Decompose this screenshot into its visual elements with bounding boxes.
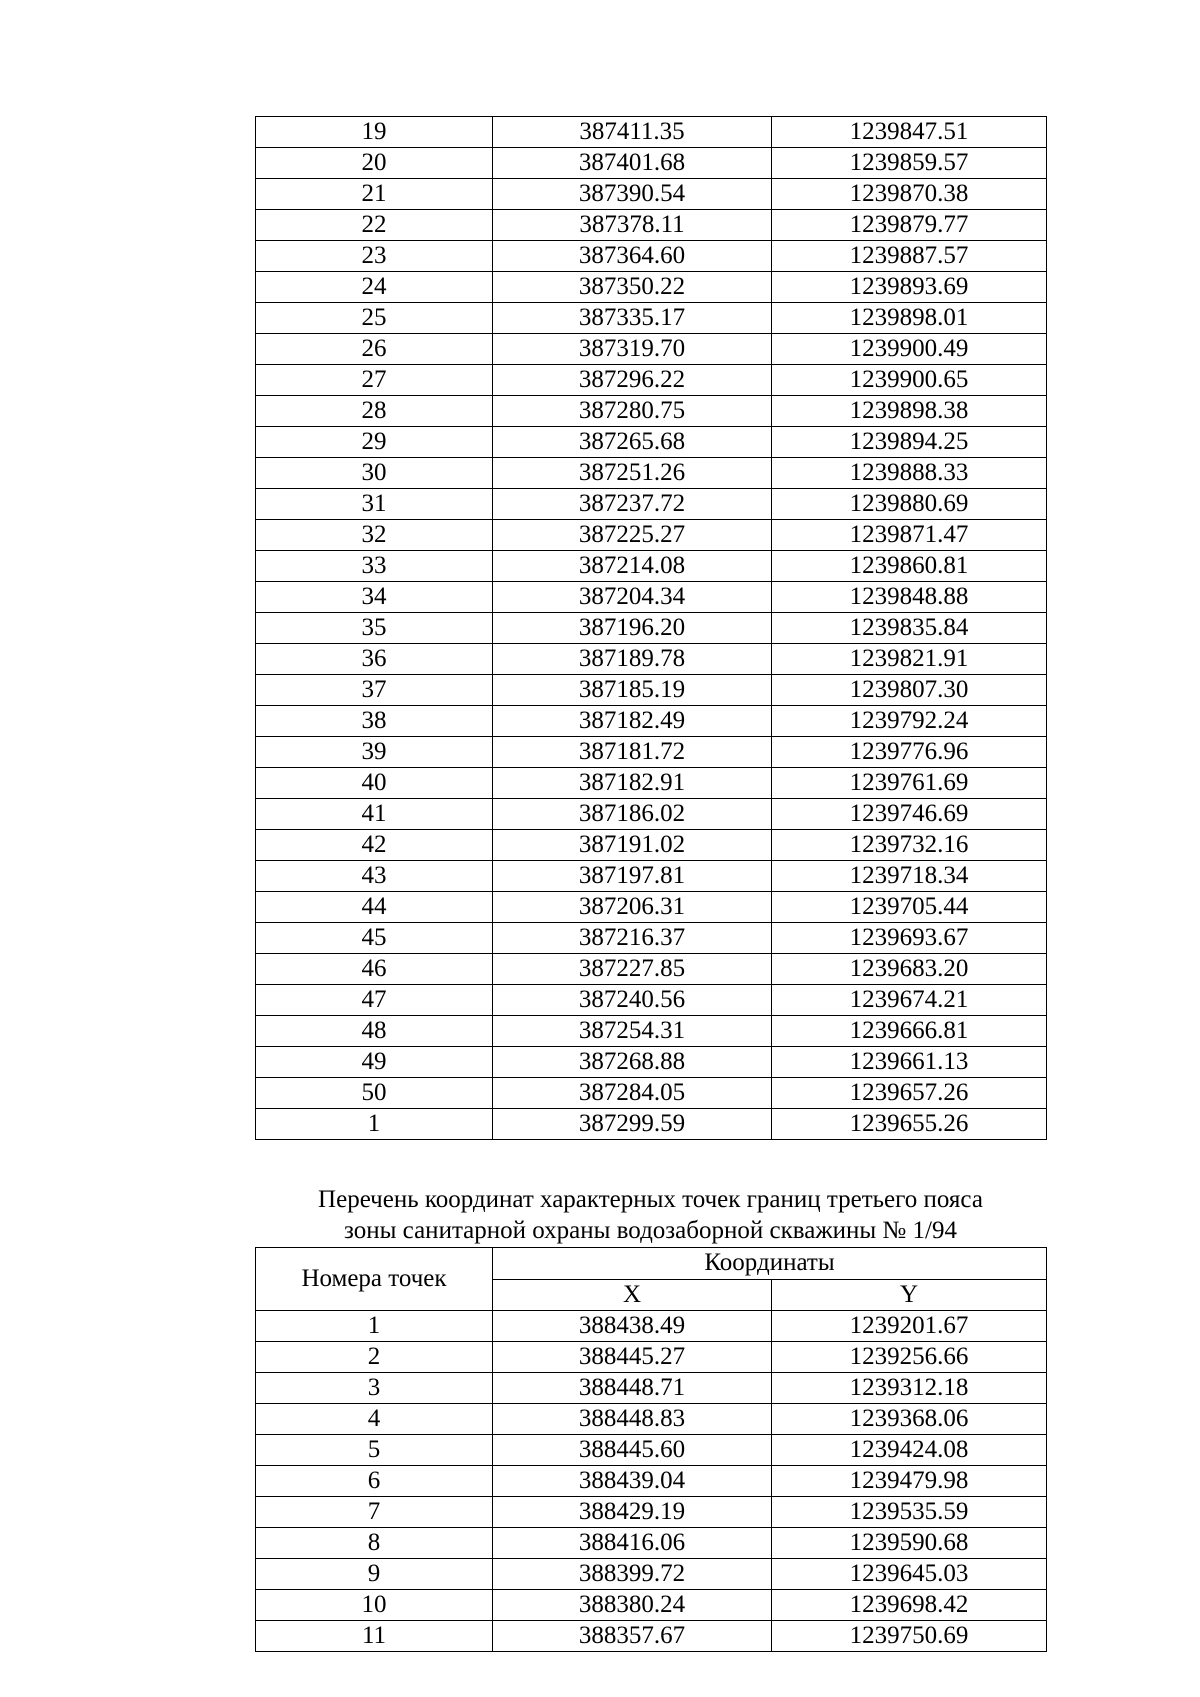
cell-y: 1239880.69 bbox=[772, 489, 1047, 520]
coordinates-table-continued bbox=[255, 116, 1047, 1140]
cell-point-number: 5 bbox=[256, 1435, 493, 1466]
cell-x: 387240.56 bbox=[493, 985, 772, 1016]
table-row bbox=[256, 768, 1047, 799]
table-row bbox=[256, 241, 1047, 272]
cell-x: 387197.81 bbox=[493, 861, 772, 892]
cell-point-number: 41 bbox=[256, 799, 493, 830]
cell-x: 388445.60 bbox=[493, 1435, 772, 1466]
cell-x: 387319.70 bbox=[493, 334, 772, 365]
table-row bbox=[256, 1311, 1047, 1342]
cell-x: 387237.72 bbox=[493, 489, 772, 520]
cell-x: 387254.31 bbox=[493, 1016, 772, 1047]
cell-x: 387401.68 bbox=[493, 148, 772, 179]
cell-y: 1239761.69 bbox=[772, 768, 1047, 799]
cell-x: 388357.67 bbox=[493, 1621, 772, 1652]
cell-y: 1239888.33 bbox=[772, 458, 1047, 489]
cell-y: 1239201.67 bbox=[772, 1311, 1047, 1342]
table-row bbox=[256, 1342, 1047, 1373]
cell-y: 1239821.91 bbox=[772, 644, 1047, 675]
cell-x: 388429.19 bbox=[493, 1497, 772, 1528]
cell-point-number: 23 bbox=[256, 241, 493, 272]
table-row bbox=[256, 1404, 1047, 1435]
cell-x: 387335.17 bbox=[493, 303, 772, 334]
cell-x: 387191.02 bbox=[493, 830, 772, 861]
cell-y: 1239859.57 bbox=[772, 148, 1047, 179]
table-row bbox=[256, 489, 1047, 520]
table-row bbox=[256, 334, 1047, 365]
cell-x: 387189.78 bbox=[493, 644, 772, 675]
cell-x: 387186.02 bbox=[493, 799, 772, 830]
cell-x: 387299.59 bbox=[493, 1109, 772, 1140]
cell-x: 387251.26 bbox=[493, 458, 772, 489]
table-header bbox=[256, 1248, 1047, 1311]
cell-y: 1239683.20 bbox=[772, 954, 1047, 985]
table-row bbox=[256, 1466, 1047, 1497]
table-row bbox=[256, 117, 1047, 148]
cell-x: 387390.54 bbox=[493, 179, 772, 210]
table-row bbox=[256, 179, 1047, 210]
coordinates-table-body bbox=[256, 117, 1047, 1140]
cell-y: 1239256.66 bbox=[772, 1342, 1047, 1373]
cell-y: 1239368.06 bbox=[772, 1404, 1047, 1435]
cell-x: 388380.24 bbox=[493, 1590, 772, 1621]
cell-y: 1239693.67 bbox=[772, 923, 1047, 954]
cell-point-number: 43 bbox=[256, 861, 493, 892]
cell-point-number: 4 bbox=[256, 1404, 493, 1435]
cell-x: 387225.27 bbox=[493, 520, 772, 551]
cell-point-number: 45 bbox=[256, 923, 493, 954]
cell-y: 1239792.24 bbox=[772, 706, 1047, 737]
cell-y: 1239645.03 bbox=[772, 1559, 1047, 1590]
cell-point-number: 42 bbox=[256, 830, 493, 861]
cell-x: 387364.60 bbox=[493, 241, 772, 272]
table-row bbox=[256, 1109, 1047, 1140]
table-row bbox=[256, 272, 1047, 303]
table-row bbox=[256, 365, 1047, 396]
cell-x: 387265.68 bbox=[493, 427, 772, 458]
cell-point-number: 44 bbox=[256, 892, 493, 923]
cell-point-number: 20 bbox=[256, 148, 493, 179]
cell-x: 387182.49 bbox=[493, 706, 772, 737]
table-row bbox=[256, 1435, 1047, 1466]
cell-x: 388399.72 bbox=[493, 1559, 772, 1590]
cell-x: 387185.19 bbox=[493, 675, 772, 706]
cell-point-number: 22 bbox=[256, 210, 493, 241]
table-row bbox=[256, 985, 1047, 1016]
cell-y: 1239590.68 bbox=[772, 1528, 1047, 1559]
table-header-row bbox=[256, 1248, 1047, 1280]
cell-point-number: 7 bbox=[256, 1497, 493, 1528]
cell-point-number: 32 bbox=[256, 520, 493, 551]
header-x: X bbox=[493, 1279, 772, 1311]
cell-point-number: 25 bbox=[256, 303, 493, 334]
cell-y: 1239698.42 bbox=[772, 1590, 1047, 1621]
table-row bbox=[256, 1621, 1047, 1652]
coordinates-table-third-belt bbox=[255, 1247, 1047, 1652]
cell-point-number: 46 bbox=[256, 954, 493, 985]
cell-y: 1239535.59 bbox=[772, 1497, 1047, 1528]
cell-point-number: 37 bbox=[256, 675, 493, 706]
cell-y: 1239746.69 bbox=[772, 799, 1047, 830]
table-row bbox=[256, 396, 1047, 427]
header-coordinates: Координаты bbox=[493, 1248, 1047, 1280]
table-row bbox=[256, 1078, 1047, 1109]
cell-x: 387196.20 bbox=[493, 613, 772, 644]
table-row bbox=[256, 303, 1047, 334]
table-row bbox=[256, 1016, 1047, 1047]
cell-x: 388438.49 bbox=[493, 1311, 772, 1342]
section-heading-line-2: зоны санитарной охраны водозаборной скважины № 1/94 bbox=[344, 1217, 957, 1244]
cell-y: 1239479.98 bbox=[772, 1466, 1047, 1497]
table-row bbox=[256, 458, 1047, 489]
cell-point-number: 24 bbox=[256, 272, 493, 303]
cell-point-number: 11 bbox=[256, 1621, 493, 1652]
cell-point-number: 31 bbox=[256, 489, 493, 520]
cell-point-number: 40 bbox=[256, 768, 493, 799]
table-row bbox=[256, 923, 1047, 954]
cell-y: 1239847.51 bbox=[772, 117, 1047, 148]
cell-point-number: 21 bbox=[256, 179, 493, 210]
cell-point-number: 49 bbox=[256, 1047, 493, 1078]
cell-y: 1239898.01 bbox=[772, 303, 1047, 334]
table-row bbox=[256, 1528, 1047, 1559]
cell-y: 1239655.26 bbox=[772, 1109, 1047, 1140]
cell-point-number: 10 bbox=[256, 1590, 493, 1621]
cell-y: 1239898.38 bbox=[772, 396, 1047, 427]
cell-point-number: 48 bbox=[256, 1016, 493, 1047]
cell-point-number: 39 bbox=[256, 737, 493, 768]
table-row bbox=[256, 675, 1047, 706]
table-row bbox=[256, 1590, 1047, 1621]
table-row bbox=[256, 799, 1047, 830]
table-row bbox=[256, 520, 1047, 551]
table-row bbox=[256, 551, 1047, 582]
table-row bbox=[256, 954, 1047, 985]
cell-y: 1239424.08 bbox=[772, 1435, 1047, 1466]
cell-point-number: 8 bbox=[256, 1528, 493, 1559]
cell-x: 387182.91 bbox=[493, 768, 772, 799]
section-heading bbox=[255, 1184, 1046, 1246]
cell-x: 387227.85 bbox=[493, 954, 772, 985]
cell-x: 387206.31 bbox=[493, 892, 772, 923]
cell-x: 387204.34 bbox=[493, 582, 772, 613]
cell-x: 388416.06 bbox=[493, 1528, 772, 1559]
table-row bbox=[256, 706, 1047, 737]
cell-point-number: 27 bbox=[256, 365, 493, 396]
coordinates-table-body bbox=[256, 1311, 1047, 1652]
cell-y: 1239750.69 bbox=[772, 1621, 1047, 1652]
table-row bbox=[256, 148, 1047, 179]
cell-y: 1239879.77 bbox=[772, 210, 1047, 241]
cell-point-number: 35 bbox=[256, 613, 493, 644]
table-row bbox=[256, 427, 1047, 458]
cell-x: 387378.11 bbox=[493, 210, 772, 241]
cell-x: 387181.72 bbox=[493, 737, 772, 768]
cell-y: 1239870.38 bbox=[772, 179, 1047, 210]
table-row bbox=[256, 644, 1047, 675]
cell-x: 387216.37 bbox=[493, 923, 772, 954]
table-row bbox=[256, 1497, 1047, 1528]
cell-point-number: 3 bbox=[256, 1373, 493, 1404]
cell-y: 1239900.65 bbox=[772, 365, 1047, 396]
section-heading-line-1: Перечень координат характерных точек границ третьего пояса bbox=[318, 1186, 983, 1213]
cell-x: 387214.08 bbox=[493, 551, 772, 582]
cell-point-number: 50 bbox=[256, 1078, 493, 1109]
cell-y: 1239661.13 bbox=[772, 1047, 1047, 1078]
cell-x: 387280.75 bbox=[493, 396, 772, 427]
cell-point-number: 47 bbox=[256, 985, 493, 1016]
cell-x: 388448.71 bbox=[493, 1373, 772, 1404]
cell-y: 1239860.81 bbox=[772, 551, 1047, 582]
cell-point-number: 33 bbox=[256, 551, 493, 582]
header-point-numbers: Номера точек bbox=[256, 1248, 493, 1311]
table-row bbox=[256, 830, 1047, 861]
cell-y: 1239835.84 bbox=[772, 613, 1047, 644]
table-row bbox=[256, 1047, 1047, 1078]
cell-x: 387296.22 bbox=[493, 365, 772, 396]
cell-point-number: 30 bbox=[256, 458, 493, 489]
table-row bbox=[256, 737, 1047, 768]
cell-y: 1239657.26 bbox=[772, 1078, 1047, 1109]
cell-y: 1239893.69 bbox=[772, 272, 1047, 303]
table-row bbox=[256, 210, 1047, 241]
cell-point-number: 2 bbox=[256, 1342, 493, 1373]
cell-y: 1239705.44 bbox=[772, 892, 1047, 923]
cell-point-number: 26 bbox=[256, 334, 493, 365]
cell-y: 1239887.57 bbox=[772, 241, 1047, 272]
cell-x: 388445.27 bbox=[493, 1342, 772, 1373]
cell-point-number: 29 bbox=[256, 427, 493, 458]
cell-x: 388448.83 bbox=[493, 1404, 772, 1435]
cell-y: 1239871.47 bbox=[772, 520, 1047, 551]
cell-x: 387284.05 bbox=[493, 1078, 772, 1109]
header-y: Y bbox=[772, 1279, 1047, 1311]
cell-point-number: 19 bbox=[256, 117, 493, 148]
table-row bbox=[256, 892, 1047, 923]
cell-y: 1239776.96 bbox=[772, 737, 1047, 768]
cell-y: 1239732.16 bbox=[772, 830, 1047, 861]
cell-y: 1239312.18 bbox=[772, 1373, 1047, 1404]
cell-y: 1239666.81 bbox=[772, 1016, 1047, 1047]
table-row bbox=[256, 613, 1047, 644]
table-row bbox=[256, 582, 1047, 613]
cell-x: 387350.22 bbox=[493, 272, 772, 303]
cell-point-number: 28 bbox=[256, 396, 493, 427]
cell-y: 1239900.49 bbox=[772, 334, 1047, 365]
cell-x: 387411.35 bbox=[493, 117, 772, 148]
cell-y: 1239674.21 bbox=[772, 985, 1047, 1016]
cell-point-number: 6 bbox=[256, 1466, 493, 1497]
cell-y: 1239848.88 bbox=[772, 582, 1047, 613]
table-row bbox=[256, 1373, 1047, 1404]
cell-point-number: 36 bbox=[256, 644, 493, 675]
cell-point-number: 34 bbox=[256, 582, 493, 613]
cell-y: 1239894.25 bbox=[772, 427, 1047, 458]
cell-point-number: 38 bbox=[256, 706, 493, 737]
cell-point-number: 1 bbox=[256, 1311, 493, 1342]
table-row bbox=[256, 861, 1047, 892]
cell-point-number: 9 bbox=[256, 1559, 493, 1590]
cell-x: 387268.88 bbox=[493, 1047, 772, 1078]
table-row bbox=[256, 1559, 1047, 1590]
cell-y: 1239718.34 bbox=[772, 861, 1047, 892]
cell-point-number: 1 bbox=[256, 1109, 493, 1140]
cell-y: 1239807.30 bbox=[772, 675, 1047, 706]
cell-x: 388439.04 bbox=[493, 1466, 772, 1497]
